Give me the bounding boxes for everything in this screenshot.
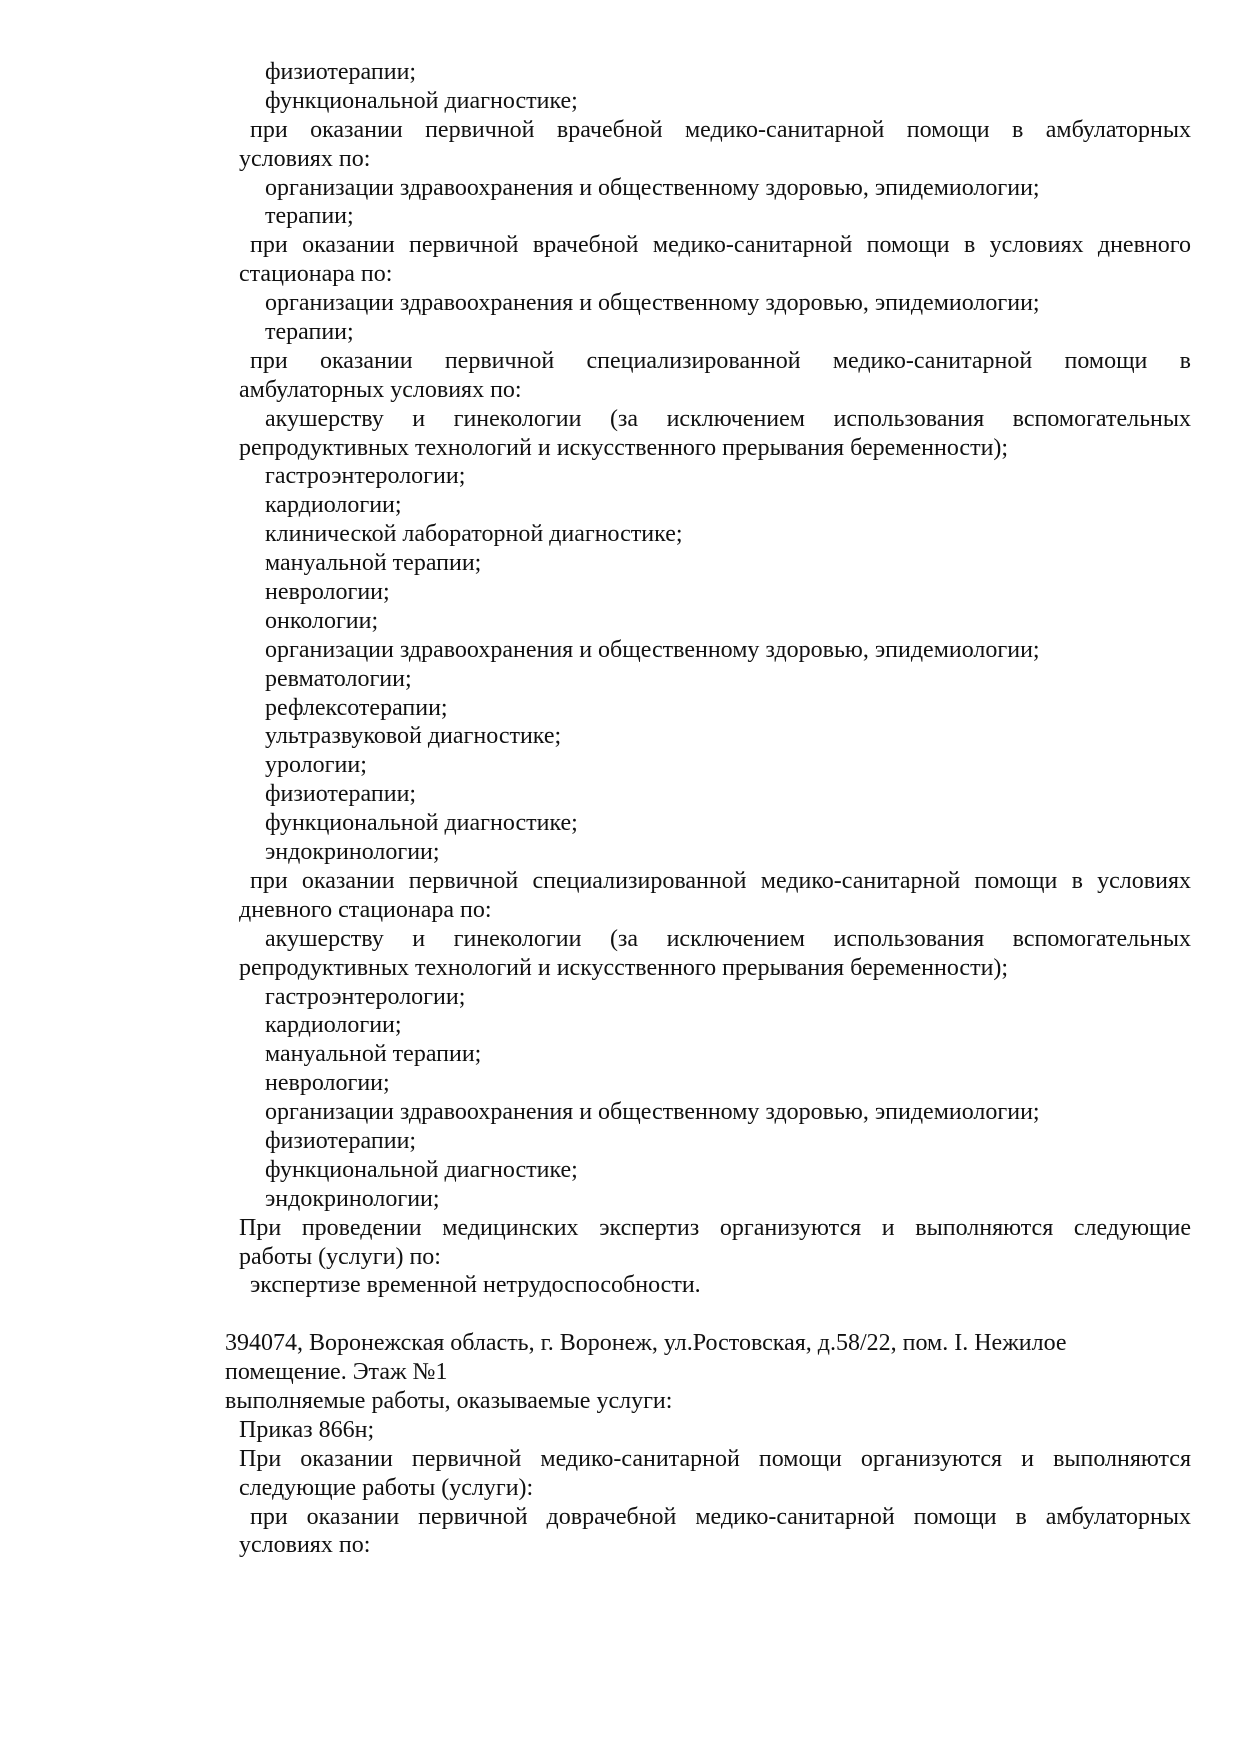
paragraph (0, 1503, 1240, 1561)
paragraph (0, 780, 1240, 809)
paragraph (0, 202, 1240, 231)
text-line: эндокринологии; (265, 1185, 440, 1212)
paragraph (0, 405, 1240, 463)
text-line: амбулаторных условиях по: (239, 376, 522, 403)
text-line: организации здравоохранения и общественному здоровью, эпидемиологии; (265, 636, 1040, 663)
paragraph (0, 58, 1240, 87)
address-paragraph (0, 1387, 1240, 1416)
text-line: неврологии; (265, 1070, 390, 1097)
paragraph (0, 1127, 1240, 1156)
text-line: акушерству и гинекологии (за исключением использования вспомогательных (265, 925, 1191, 952)
text-line: физиотерапии; (265, 781, 417, 808)
text-line: урологии; (265, 752, 367, 779)
text-line: онкологии; (265, 607, 379, 634)
paragraph (0, 1098, 1240, 1127)
text-line: дневного стационара по: (239, 896, 492, 923)
text-line: кардиологии; (265, 492, 402, 519)
paragraph (0, 1185, 1240, 1214)
text-line: организации здравоохранения и общественному здоровью, эпидемиологии; (265, 1099, 1040, 1126)
paragraph (0, 318, 1240, 347)
text-line: неврологии; (265, 579, 390, 606)
paragraph (0, 722, 1240, 751)
blank-line (0, 1300, 1240, 1329)
text-line: терапии; (265, 203, 354, 230)
text-line: физиотерапии; (265, 59, 417, 85)
text-line: репродуктивных технологий и искусственного прерывания беременности); (239, 954, 1009, 981)
text-line: организации здравоохранения и общественному здоровью, эпидемиологии; (265, 174, 1040, 201)
text-line: стационара по: (239, 261, 393, 288)
paragraph (0, 1069, 1240, 1098)
paragraph (0, 607, 1240, 636)
paragraph (0, 983, 1240, 1012)
paragraph (0, 520, 1240, 549)
paragraph (0, 1445, 1240, 1503)
text-line: При оказании первичной медико-санитарной помощи организуются и выполняются (239, 1445, 1191, 1472)
paragraph (0, 116, 1240, 174)
text-line: функциональной диагностике; (265, 810, 578, 837)
paragraph (0, 665, 1240, 694)
text-line: при оказании первичной врачебной медико-санитарной помощи в условиях дневного (250, 232, 1191, 259)
paragraph (0, 1271, 1240, 1300)
paragraph (0, 1416, 1240, 1445)
text-line: функциональной диагностике; (265, 1156, 578, 1183)
paragraph (0, 694, 1240, 723)
text-line: организации здравоохранения и общественному здоровью, эпидемиологии; (265, 290, 1040, 317)
address-paragraph (0, 1329, 1240, 1387)
text-line: следующие работы (услуги): (239, 1474, 534, 1501)
text-line: гастроэнтерологии; (265, 463, 466, 490)
paragraph (0, 578, 1240, 607)
paragraph (0, 1156, 1240, 1185)
paragraph (0, 174, 1240, 203)
text-line: акушерству и гинекологии (за исключением использования вспомогательных (265, 405, 1191, 432)
text-line: ревматологии; (265, 665, 412, 692)
paragraph (0, 1011, 1240, 1040)
text-line: экспертизе временной нетрудоспособности. (250, 1272, 701, 1299)
text-line: терапии; (265, 319, 354, 346)
paragraph (0, 549, 1240, 578)
text-line: условиях по: (239, 145, 371, 172)
paragraph (0, 462, 1240, 491)
text-line: работы (услуги) по: (239, 1243, 441, 1270)
text-line: кардиологии; (265, 1012, 402, 1039)
paragraph (0, 231, 1240, 289)
paragraph (0, 636, 1240, 665)
text-line: эндокринологии; (265, 839, 440, 866)
text-line: При проведении медицинских экспертиз организуются и выполняются следующие (239, 1214, 1191, 1241)
paragraph (0, 289, 1240, 318)
text-line: условиях по: (239, 1532, 371, 1559)
text-line: репродуктивных технологий и искусственного прерывания беременности); (239, 434, 1009, 461)
paragraph (0, 1214, 1240, 1272)
text-line: гастроэнтерологии; (265, 983, 466, 1010)
paragraph (0, 491, 1240, 520)
document-page (0, 58, 1240, 1560)
text-line: физиотерапии; (265, 1127, 417, 1154)
paragraph (0, 838, 1240, 867)
text-line: при оказании первичной доврачебной медико-санитарной помощи в амбулаторных (250, 1503, 1191, 1530)
paragraph (0, 1040, 1240, 1069)
text-line: функциональной диагностике; (265, 87, 578, 114)
text-line: мануальной терапии; (265, 550, 482, 577)
text-line: Приказ 866н; (239, 1416, 375, 1443)
text-line: ультразвуковой диагностике; (265, 723, 562, 750)
paragraph (0, 347, 1240, 405)
text-line: выполняемые работы, оказываемые услуги: (225, 1387, 673, 1414)
text-line: мануальной терапии; (265, 1041, 482, 1068)
text-line: при оказании первичной специализированной медико-санитарной помощи в условиях (250, 867, 1191, 894)
paragraph (0, 867, 1240, 925)
text-line: 394074, Воронежская область, г. Воронеж, ул.Ростовская, д.58/22, пом. I. Нежилое (225, 1330, 1067, 1357)
text-line: клинической лабораторной диагностике; (265, 521, 683, 548)
text-line: при оказании первичной врачебной медико-санитарной помощи в амбулаторных (250, 116, 1191, 143)
paragraph (0, 925, 1240, 983)
paragraph (0, 751, 1240, 780)
text-line: при оказании первичной специализированной медико-санитарной помощи в (250, 347, 1191, 374)
text-line: рефлексотерапии; (265, 694, 448, 721)
paragraph (0, 87, 1240, 116)
paragraph (0, 809, 1240, 838)
text-line: помещение. Этаж №1 (225, 1359, 448, 1386)
